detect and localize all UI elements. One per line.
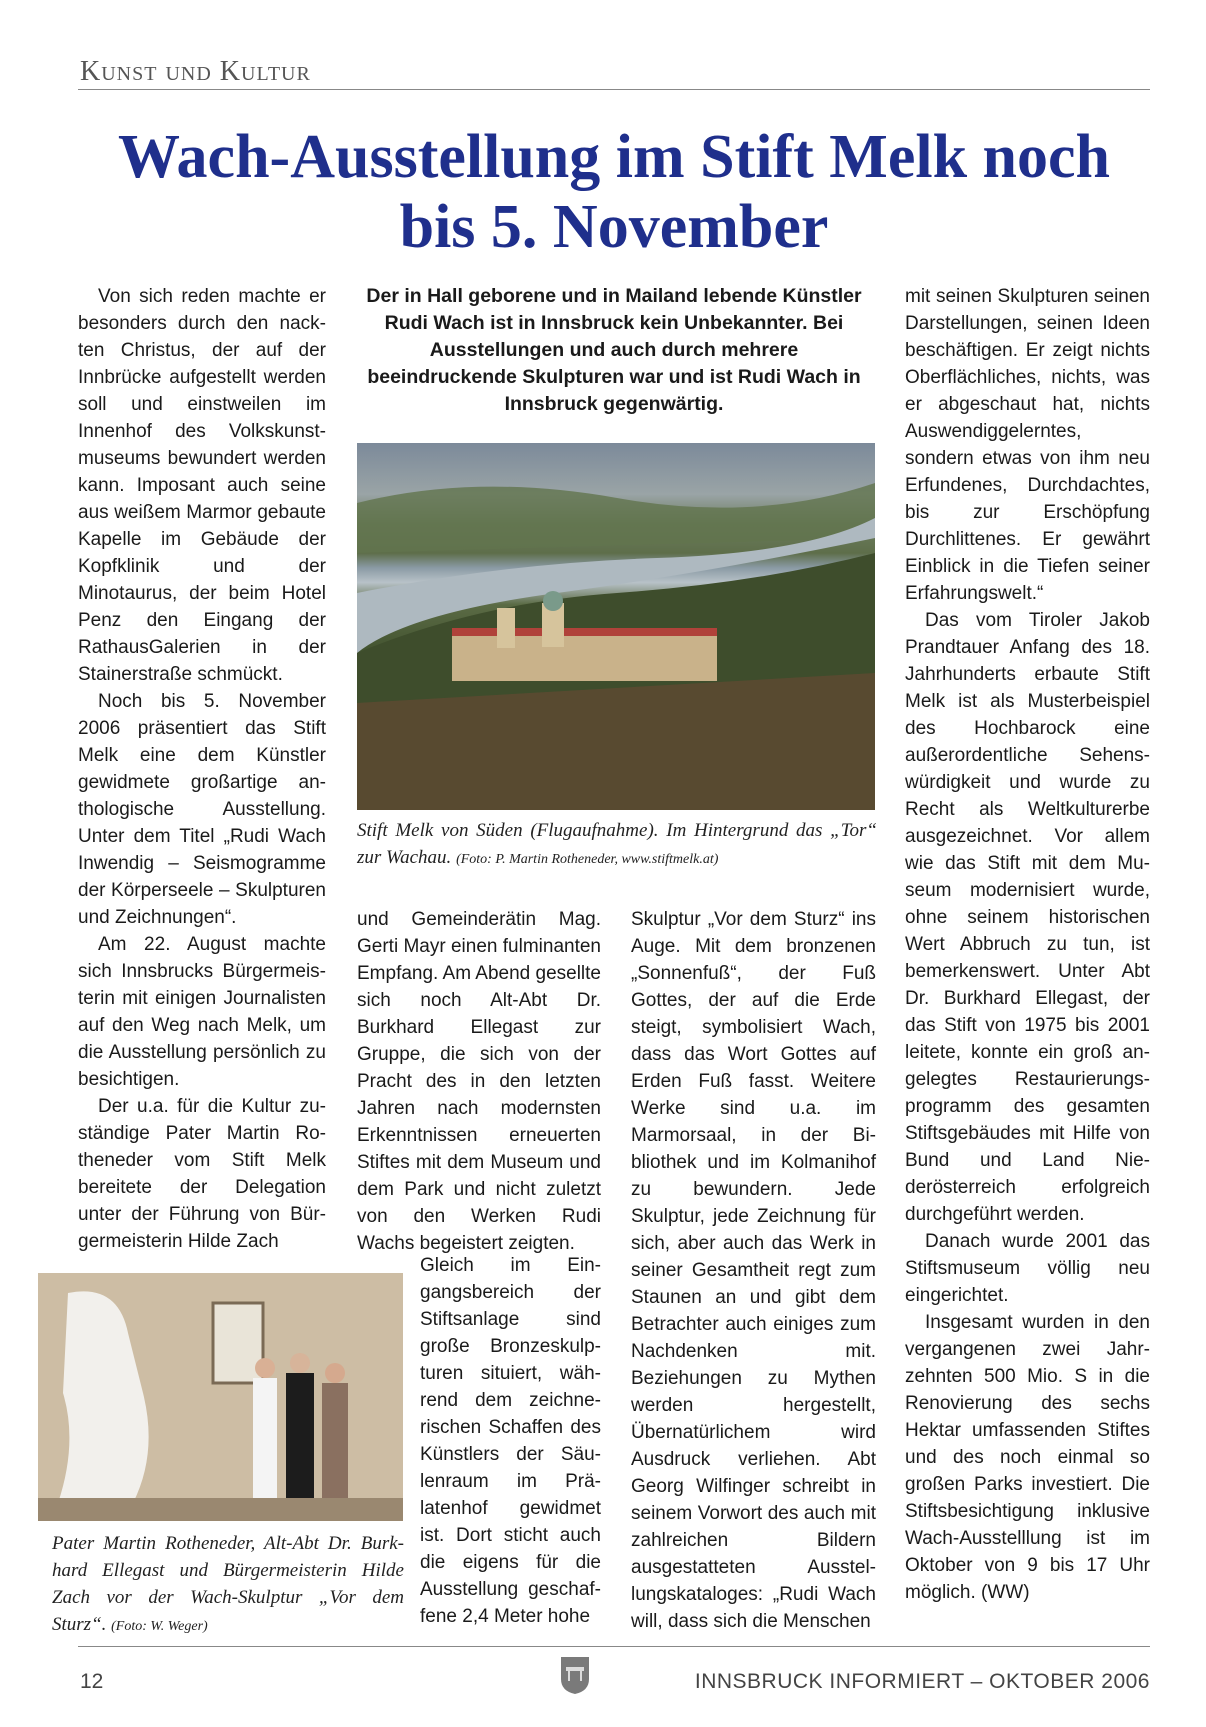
paragraph: Danach wurde 2001 das Stiftsmuseum völlig neu eingerichtet. bbox=[905, 1231, 1150, 1306]
paragraph: Am 22. August machte sich Innsbrucks Bürgermeisterin mit einigen Journalisten auf den Weg nach Melk, um die Ausstellung persönlich zu besichtigen. bbox=[78, 934, 326, 1090]
sculpture-photo-illustration bbox=[38, 1273, 403, 1521]
paragraph: mit seinen Skulpturen seinen Darstellungen, seinen Ideen beschäftigen. Er zeigt nichts Oberflächliches, nichts, was er abgeschaut hat, nichts Auswendiggelerntes, sondern etwas von ihm neu Erfundenes, Durchdachtes, bis zur Erschöpfung Durchlittenes. Er gewährt Einblick in die Tiefen seiner Erfahrungswelt.“ bbox=[905, 286, 1150, 604]
top-rule bbox=[78, 89, 1150, 90]
column-4 bbox=[905, 283, 1150, 1606]
photo-credit: (Foto: P. Martin Rotheneder, www.stiftmelk.at) bbox=[456, 852, 719, 867]
photo-credit: (Foto: W. Weger) bbox=[111, 1619, 208, 1634]
paragraph: Noch bis 5. November 2006 präsentiert das Stift Melk eine dem Künstler gewidmete großartige anthologische Ausstellung. Unter dem Titel „Rudi Wach Inwendig – Seismogramme der Körperseele – Skulpturen und Zeichnungen“. bbox=[78, 691, 326, 928]
bottom-rule bbox=[78, 1646, 1150, 1647]
caption-text: Pater Martin Rotheneder, Alt-Abt Dr. Burkhard Ellegast und Bürgermeisterin Hilde Zach vor der Wach-Skulptur „Vor dem Sturz“. bbox=[52, 1533, 404, 1635]
caption-text: Stift Melk von Süden (Flugaufnahme). Im Hintergrund das „Tor“ zur Wachau. bbox=[357, 820, 877, 868]
paragraph: Das vom Tiroler Jakob Prandtauer Anfang des 18. Jahrhunderts erbaute Stift Melk ist als Musterbeispiel des Hochbarock eine außerordentliche Sehenswürdigkeit und wurde zu Recht als Weltkulturerbe ausgezeichnet. Vor allem wie das Stift mit dem Museum modernisiert wurde, ohne seinem historischen Wert Abbruch zu tun, ist bemerkenswert. Unter Abt Dr. Burkhard Ellegast, der das Stift von 1975 bis 2001 leitete, konnte ein groß angelegtes Restaurierungsprogramm des gesamten Stiftsgebäudes mit Hilfe von Bund und Land Niederösterreich erfolgreich durchgeführt werden. bbox=[905, 610, 1150, 1225]
column-3: Skulptur „Vor dem Sturz“ ins Auge. Mit dem bronzenen „Sonnenfuß“, der Fuß Gottes, der auf die Erde steigt, symbolisiert Wach, dass das Wort Gottes auf Erden Fuß fasst. Weitere Werke sind u.a. im Marmorsaal, in der Bibliothek und im Kolmanihof zu bewundern. Jede Skulptur, jede Zeichnung für sich, aber auch das Werk in seiner Gesamtheit regt zum Staunen an und gibt dem Betrachter auch einiges zum Nachdenken mit. Beziehungen zu Mythen werden hergestellt, Übernatürlichem wird Ausdruck verliehen. Abt Georg Wilfinger schreibt in seinem Vorwort des auch mit zahlreichen Bildern ausgestatteten Ausstellungskataloges: „Rudi Wach will, dass sich die Menschen bbox=[631, 909, 876, 1632]
section-label: Kunst und Kultur bbox=[80, 56, 311, 87]
article-headline: Wach-Ausstellung im Stift Melk noch bis 5. November bbox=[117, 123, 1111, 261]
melk-photo-illustration bbox=[357, 443, 875, 810]
melk-photo-caption bbox=[357, 817, 877, 873]
paragraph: Insgesamt wurden in den vergangenen zwei Jahrzehnten 500 Mio. S in die Renovierung des sechs Hektar umfassenden Stiftes und des noch einmal so großen Parks investiert. Die Stiftsbesichtigung inklusive Wach-Ausstelllung ist im Oktober von 9 bis 17 Uhr möglich. (WW) bbox=[905, 1312, 1150, 1603]
sculpture-group-photo bbox=[38, 1273, 403, 1521]
column-2-lower: und Gemeinderätin Mag. Gerti Mayr einen fulminanten Empfang. Am Abend gesellte sich noch Alt-Abt Dr. Burkhard Ellegast zur Gruppe, die sich von der Pracht des in den letzten Jahren nach modernsten Erkenntnissen erneuerten Stiftes mit dem Museum und dem Park und nicht zuletzt von den Werken Rudi Wachs begeistert zeigten. bbox=[357, 909, 601, 1254]
paragraph: Der u.a. für die Kultur zuständige Pater Martin Rotheneder vom Stift Melk bereitete der Delegation unter der Führung von Bürgermeisterin Hilde Zach bbox=[78, 1096, 326, 1252]
paragraph: Von sich reden machte er besonders durch den nackten Christus, der auf der Innbrücke aufgestellt werden soll und einstweilen im Innenhof des Volkskunstmuseums bewundert werden kann. Imposant auch seine aus weißem Marmor gebaute Kapelle im Gebäude der Kopfklinik und der Minotaurus, der beim Hotel Penz den Eingang der RathausGalerien in der Stainerstraße schmückt. bbox=[78, 286, 326, 685]
innsbruck-crest-icon bbox=[559, 1655, 591, 1695]
sculpture-photo-caption bbox=[52, 1530, 404, 1640]
melk-abbey-aerial-photo bbox=[357, 443, 875, 810]
column-1 bbox=[78, 283, 326, 1255]
lead-paragraph: Der in Hall geborene und in Mailand lebende Künstler Rudi Wach ist in Innsbruck kein Unbekannter. Bei Ausstellungen und auch durch mehrere beeindruckende Skulpturen war und ist Rudi Wach in Innsbruck gegenwärtig. bbox=[366, 285, 862, 415]
publication-footer: INNSBRUCK INFORMIERT – OKTOBER 2006 bbox=[694, 1670, 1150, 1693]
column-2-narrow: Gleich im Eingangsbereich der Stiftsanlage sind große Bronzeskulpturen situiert, während dem zeichnerischen Schaffen des Künstlers der Säulenraum im Prälatenhof gewidmet ist. Dort sticht auch die eigens für die Ausstellung geschaffene 2,4 Meter hohe bbox=[420, 1255, 601, 1627]
page-number: 12 bbox=[80, 1670, 104, 1693]
